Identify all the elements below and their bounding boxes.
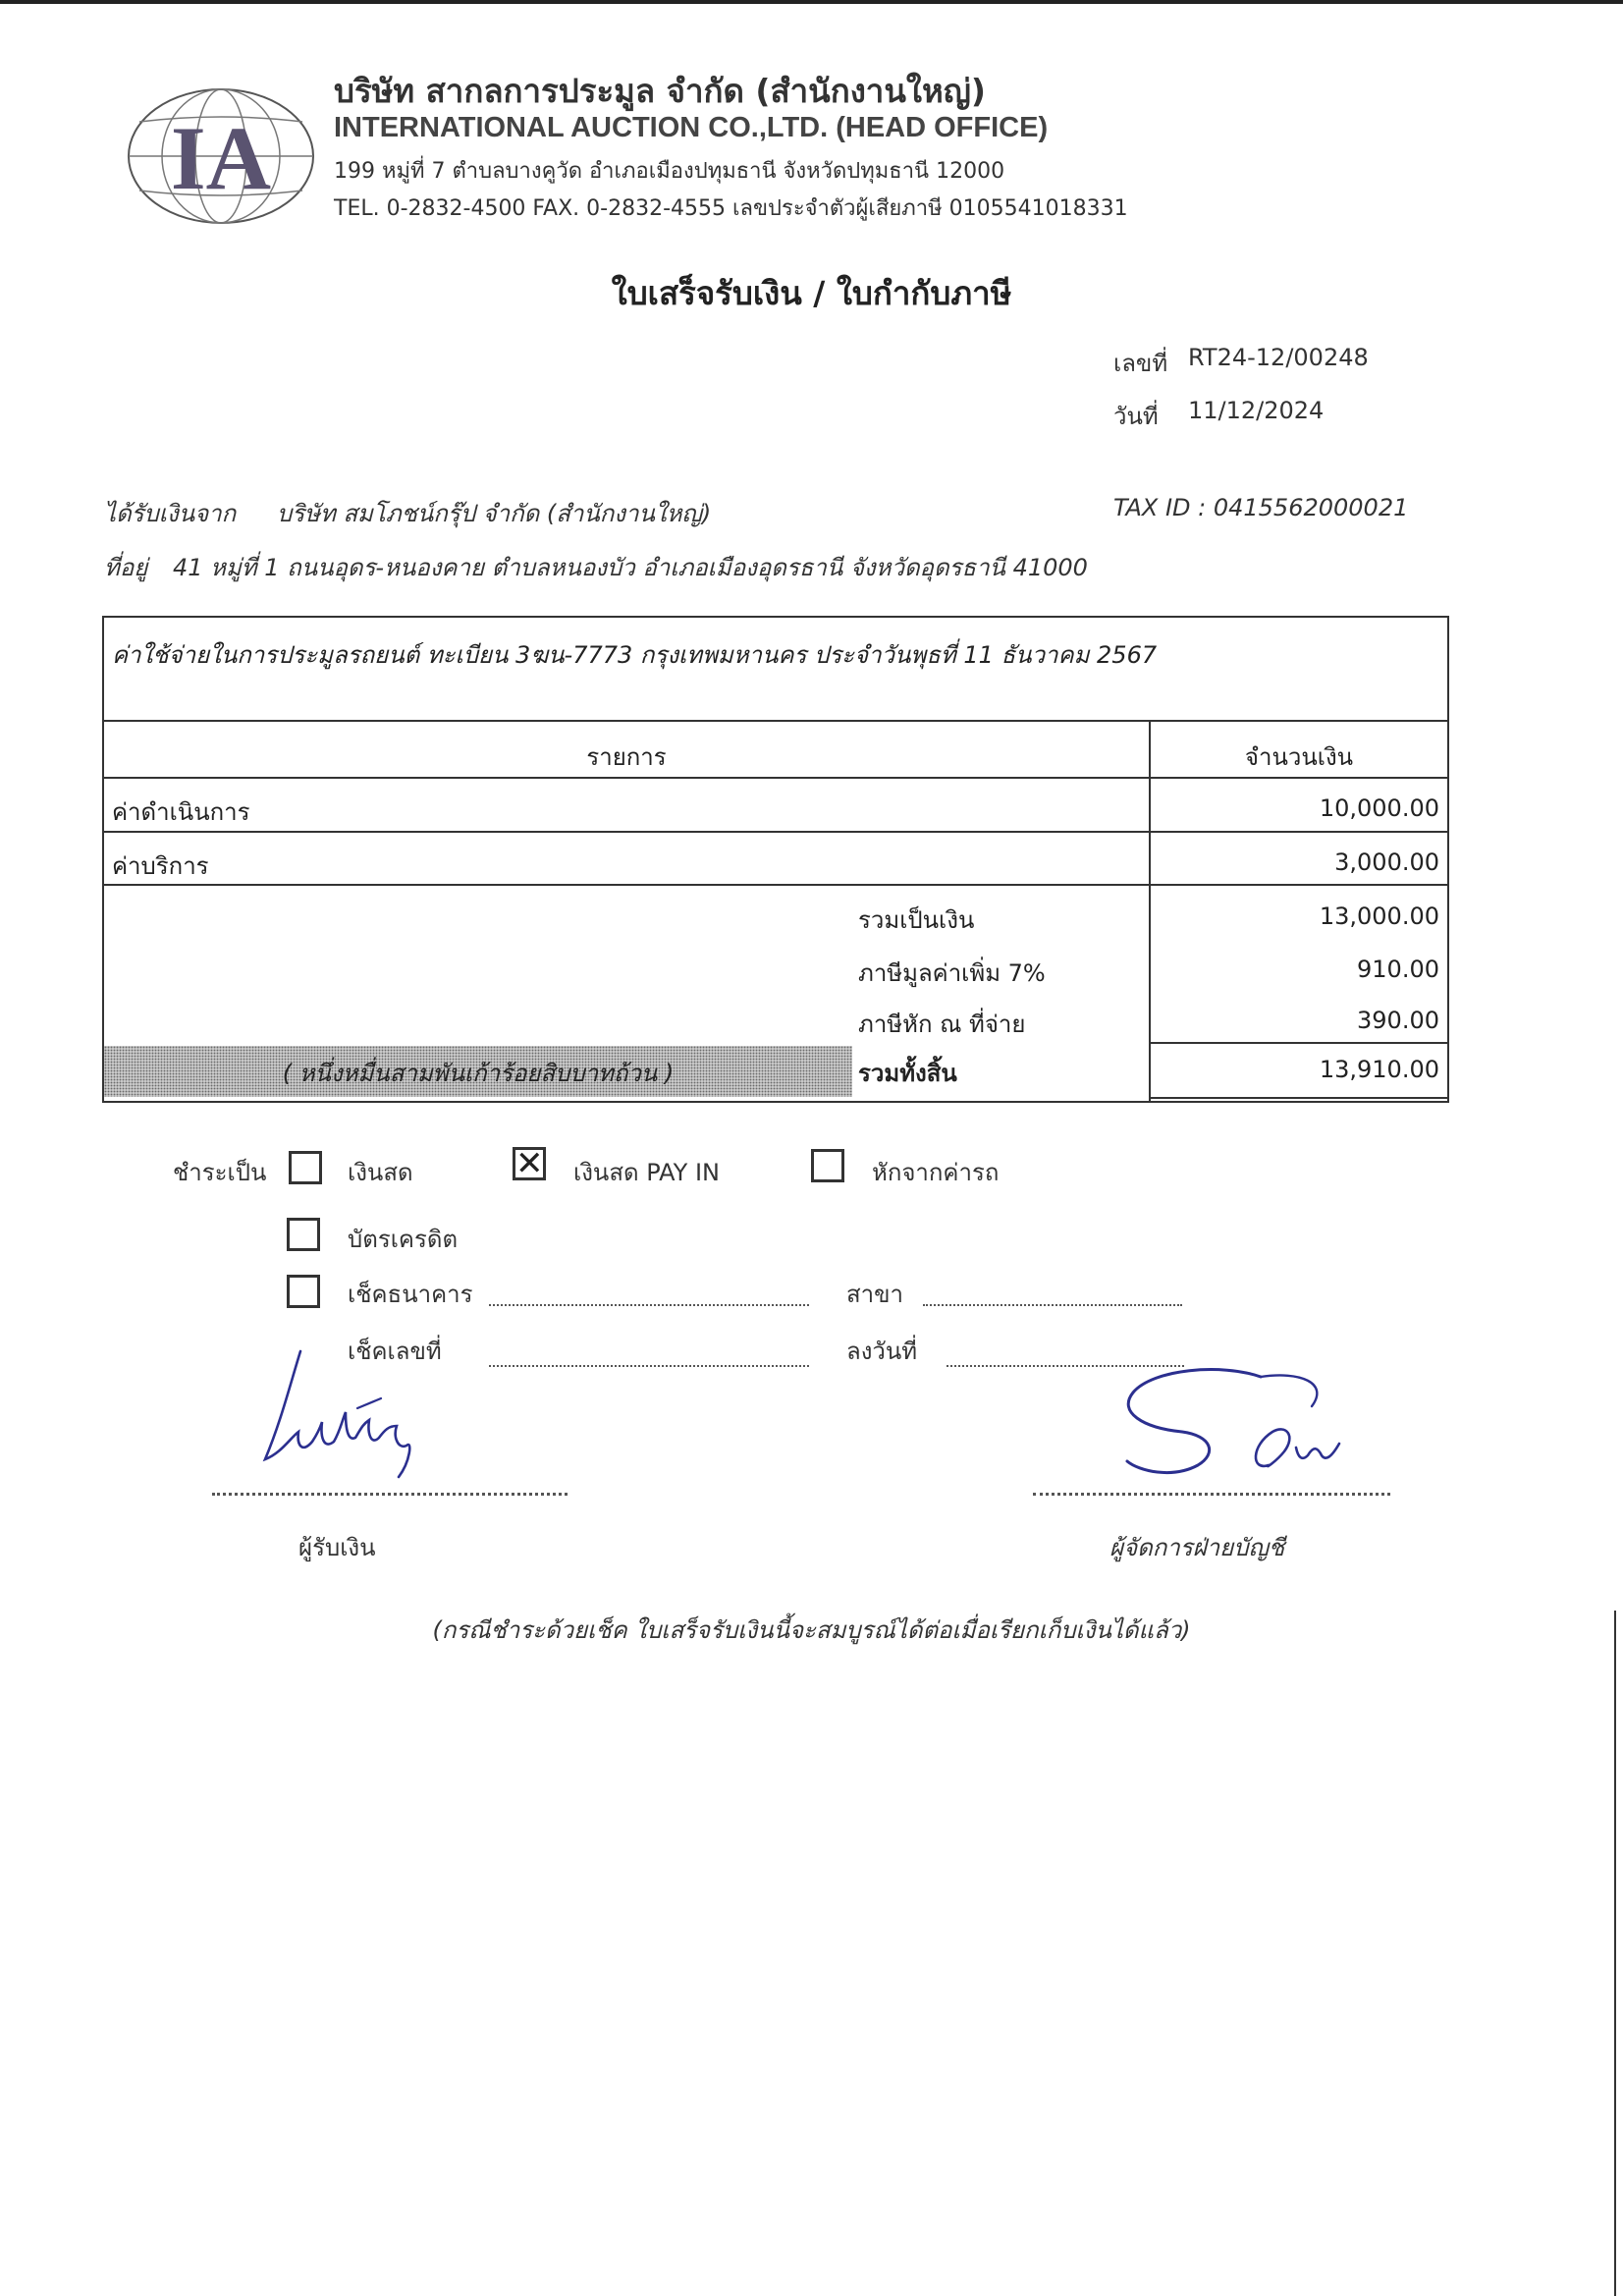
grand-total-amount: 13,910.00 <box>1319 1056 1439 1083</box>
cheque-footnote: (กรณีชำระด้วยเช็ค ใบเสร็จรับเงินนี้จะสมบูรณ์ได้ต่อเมื่อเรียกเก็บเงินได้แล้ว) <box>432 1616 1191 1644</box>
subtotal-amount: 13,000.00 <box>1319 902 1439 930</box>
payer-address: 41 หมู่ที่ 1 ถนนอุดร-หนองคาย ตำบลหนองบัว อำเภอเมืองอุดรธานี จังหวัดอุดรธานี 41000 <box>173 554 1088 581</box>
bank-cheque-option-label: เช็คธนาคาร <box>348 1281 473 1308</box>
row-item-service-fee: ค่าบริการ <box>112 852 209 880</box>
company-name-english: INTERNATIONAL AUCTION CO.,LTD. (HEAD OFFICE) <box>334 112 1049 143</box>
column-header-item: รายการ <box>586 743 667 771</box>
branch-label: สาขา <box>846 1281 904 1308</box>
document-title: ใบเสร็จรับเงิน / ใบกำกับภาษี <box>611 274 1012 312</box>
manager-caption: ผู้จัดการฝ่ายบัญชี <box>1109 1534 1285 1561</box>
receipt-number-label: เลขที่ <box>1113 350 1168 377</box>
receiver-signature-line <box>212 1493 568 1496</box>
receipt-number: RT24-12/00248 <box>1188 344 1369 371</box>
payer-name: บริษัท สมโภชน์กรุ๊ป จำกัด (สำนักงานใหญ่) <box>277 500 712 527</box>
cheque-date-label: ลงวันที่ <box>846 1338 918 1365</box>
receipt-date-label: วันที่ <box>1113 403 1159 430</box>
cash-option-label: เงินสด <box>348 1159 413 1186</box>
grand-total-label: รวมทั้งสิ้น <box>858 1060 957 1087</box>
total-double-rule <box>1149 1097 1449 1099</box>
logo-lettering: IA <box>170 108 272 208</box>
cash-payin-option-label: เงินสด PAY IN <box>573 1159 721 1186</box>
manager-signature-line <box>1033 1493 1390 1496</box>
cash-payin-checkbox[interactable] <box>513 1144 546 1183</box>
page-right-edge <box>1614 1611 1616 2296</box>
company-name-thai: บริษัท สากลการประมูล จำกัด (สำนักงานใหญ่) <box>334 72 986 110</box>
deduct-from-car-option-label: หักจากค่ารถ <box>872 1159 1000 1186</box>
row-amount-operation-fee: 10,000.00 <box>1319 794 1439 822</box>
row-item-operation-fee: ค่าดำเนินการ <box>112 798 250 826</box>
table-divider <box>104 720 1447 722</box>
cheque-number-field[interactable] <box>489 1365 809 1367</box>
deduct-from-car-checkbox[interactable] <box>811 1149 844 1182</box>
bank-cheque-checkbox[interactable] <box>287 1275 320 1308</box>
table-divider <box>104 884 1447 886</box>
row-amount-service-fee: 3,000.00 <box>1334 848 1439 876</box>
receiver-caption: ผู้รับเงิน <box>298 1534 376 1561</box>
received-from-label: ได้รับเงินจาก <box>104 500 237 527</box>
credit-card-checkbox[interactable] <box>287 1218 320 1251</box>
payment-method-label: ชำระเป็น <box>173 1159 267 1186</box>
withholding-tax-amount: 390.00 <box>1357 1007 1439 1034</box>
address-label: ที่อยู่ <box>104 554 148 581</box>
company-contact: TEL. 0-2832-4500 FAX. 0-2832-4555 เลขประจำตัวผู้เสียภาษี 0105541018331 <box>334 196 1128 221</box>
total-top-rule <box>1149 1042 1449 1044</box>
manager-signature <box>1104 1363 1379 1489</box>
subtotal-label: รวมเป็นเงิน <box>858 906 975 934</box>
amount-column-divider <box>1149 720 1151 1101</box>
payer-tax-id: TAX ID : 0415562000021 <box>1113 494 1409 521</box>
branch-field[interactable] <box>923 1304 1182 1306</box>
company-logo <box>126 86 316 226</box>
credit-card-option-label: บัตรเครดิต <box>348 1226 459 1253</box>
cash-checkbox[interactable] <box>289 1151 322 1184</box>
amount-in-words: ( หนึ่งหมื่นสามพันเก้าร้อยสิบบาทถ้วน ) <box>282 1060 675 1087</box>
vat-label: ภาษีมูลค่าเพิ่ม 7% <box>858 959 1046 987</box>
table-description: ค่าใช้จ่ายในการประมูลรถยนต์ ทะเบียน 3ฆน-7773 กรุงเทพมหานคร ประจำวันพุธที่ 11 ธันวาคม 2567 <box>112 641 1158 669</box>
page-top-border <box>0 0 1623 4</box>
vat-amount: 910.00 <box>1357 956 1439 983</box>
cheque-number-label: เช็คเลขที่ <box>348 1338 442 1365</box>
bank-name-field[interactable] <box>489 1304 809 1306</box>
company-address: 199 หมู่ที่ 7 ตำบลบางคูวัด อำเภอเมืองปทุมธานี จังหวัดปทุมธานี 12000 <box>334 159 1005 184</box>
table-divider <box>104 831 1447 833</box>
checkmark-x-icon: ✕ <box>515 1144 544 1183</box>
receiver-signature <box>251 1343 418 1489</box>
items-table <box>102 616 1449 1103</box>
receipt-date: 11/12/2024 <box>1188 397 1325 424</box>
withholding-tax-label: ภาษีหัก ณ ที่จ่าย <box>858 1011 1026 1038</box>
table-divider <box>104 777 1447 779</box>
column-header-amount: จำนวนเงิน <box>1244 743 1354 771</box>
